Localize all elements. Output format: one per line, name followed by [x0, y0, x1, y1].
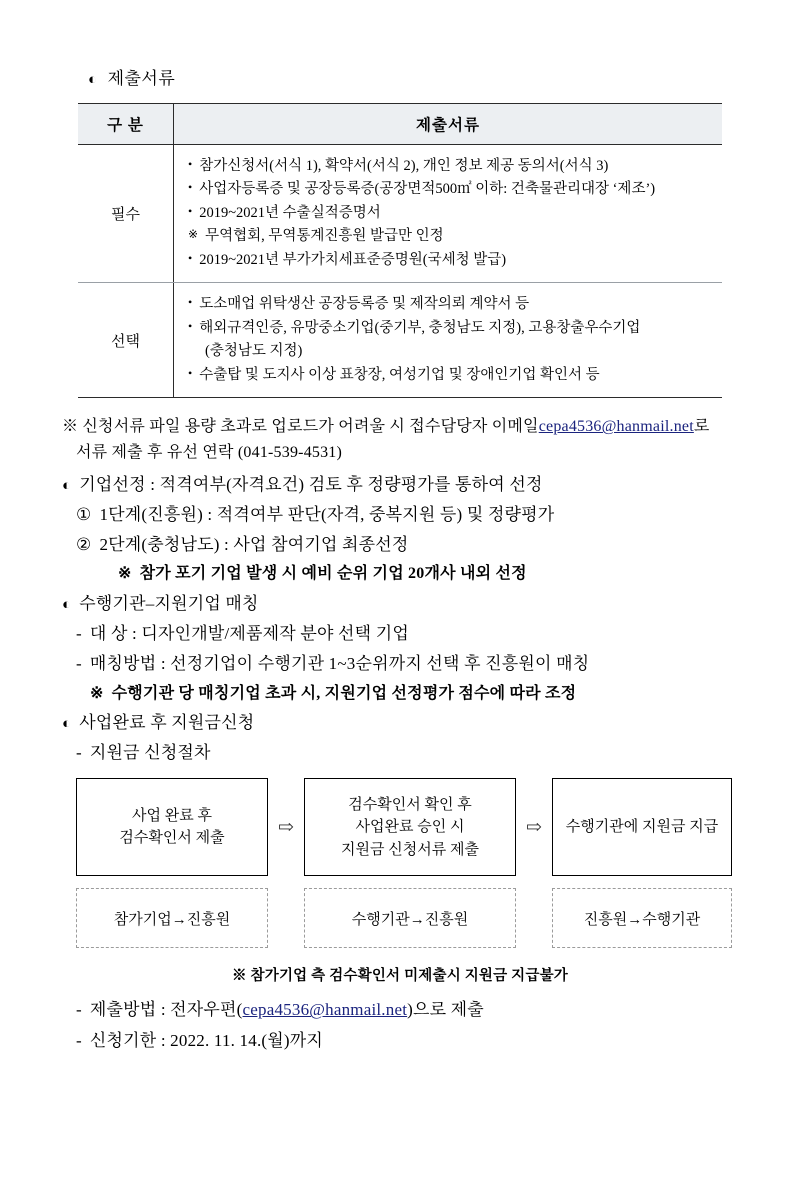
selection-step2-line: [62, 530, 764, 560]
matching-method-line: [62, 649, 764, 679]
list-item-continuation: [188, 340, 714, 363]
matching-method-text: 매칭방법 : 선정기업이 수행기관 1~3순위까지 선택 후 진흥원이 매칭: [89, 654, 590, 674]
flow-box-step2-line3: 지원금 신청서류 제출: [341, 841, 479, 858]
bullet-dot-icon: •: [188, 318, 193, 333]
flow-box-step1-line1: 사업 완료 후: [132, 807, 212, 824]
bullet-dot-icon: •: [188, 295, 193, 310]
table-cell-body-required: [174, 145, 723, 283]
circle-bullet-icon: ◐: [88, 72, 98, 88]
footer-deadline-line: [62, 1026, 764, 1056]
email-link-submit[interactable]: cepa4536@hanmail.net: [242, 1000, 408, 1020]
body-content: [0, 414, 800, 768]
matching-note-line: [62, 680, 764, 708]
step-number-2: ②: [76, 535, 92, 555]
selection-step1-line: [62, 500, 764, 530]
footer-deadline-text: 신청기한 : 2022. 11. 14.(월)까지: [89, 1030, 323, 1050]
upload-note-post: 로: [693, 418, 710, 436]
table-header-documents: 제출서류: [174, 104, 723, 145]
selection-note-text: 참가 포기 기업 발생 시 예비 순위 기업 20개사 내외 선정: [139, 565, 527, 583]
bullet-dot-icon: •: [188, 365, 193, 380]
flow-actor-step2: 수행기관→진흥원: [304, 888, 516, 948]
section-heading-documents: [88, 64, 800, 89]
list-item-text: 해외규격인증, 유망중소기업(중기부, 충청남도 지정), 고용창출우수기업: [199, 319, 641, 336]
list-item-text: 수출탑 및 도지사 이상 표창장, 여성기업 및 장애인기업 확인서 등: [199, 366, 600, 383]
selection-step1-text: 1단계(진흥원) : 적격여부 판단(자격, 중복지원 등) 및 정량평가: [99, 504, 555, 524]
list-item: [188, 317, 714, 340]
list-item: [188, 178, 714, 201]
dash-marker-icon: -: [76, 654, 82, 674]
footer-submit-post: )으로 제출: [407, 1000, 484, 1020]
list-item: [188, 225, 714, 248]
dash-marker-icon: -: [76, 1030, 82, 1050]
circle-bullet-icon: ◐: [62, 596, 72, 613]
table-header-row: [78, 104, 722, 145]
bullet-dot-icon: •: [188, 180, 193, 195]
flow-actor-step3: 진흥원→수행기관: [552, 888, 732, 948]
upload-note-line2: [62, 440, 764, 466]
flow-box-step3: [552, 778, 732, 876]
table-header-division: 구 분: [78, 104, 174, 145]
footer-submit-pre: 제출방법 : 전자우편(: [89, 1000, 243, 1020]
footer-content: [0, 995, 800, 1056]
circle-bullet-icon: ◐: [62, 477, 72, 494]
list-item-text: 2019~2021년 수출실적증명서: [199, 204, 381, 221]
matching-title-line: [62, 589, 764, 619]
selection-step2-text: 2단계(충청남도) : 사업 참여기업 최종선정: [99, 535, 409, 555]
table-cell-label-optional: 선택: [78, 283, 174, 398]
flow-box-step1: [76, 778, 268, 876]
footer-submit-line: [62, 995, 764, 1025]
document-page: [0, 64, 800, 1196]
list-item: [188, 293, 714, 316]
flow-arrow-icon-1: ⇨: [278, 816, 294, 838]
flow-actor-gap-1: [268, 888, 304, 948]
table-row-required: [78, 145, 722, 283]
selection-title-text: 기업선정 : 적격여부(자격요건) 검토 후 정량평가를 통하여 선정: [79, 474, 543, 494]
upload-note-pre: ※ 신청서류 파일 용량 초과로 업로드가 어려울 시 접수담당자 이메일: [62, 418, 539, 436]
list-item-text: 도소매업 위탁생산 공장등록증 및 제작의뢰 계약서 등: [199, 296, 530, 313]
selection-note-line: [62, 560, 764, 588]
flow-arrow-icon-2: ⇨: [526, 816, 542, 838]
completion-sub-line: [62, 738, 764, 768]
completion-sub-text: 지원금 신청절차: [89, 743, 211, 763]
list-item: [188, 249, 714, 272]
list-item-text: 사업자등록증 및 공장등록증(공장면적500㎡ 이하: 건축물관리대장 ‘제조’): [199, 181, 656, 198]
flow-box-step2: [304, 778, 516, 876]
circle-bullet-icon: ◐: [62, 715, 72, 732]
support-flow-diagram: [0, 778, 800, 876]
flow-box-step3-line1: 수행기관에 지원금 지급: [565, 819, 719, 836]
step-number-1: ①: [76, 504, 92, 524]
table-row-optional: [78, 283, 722, 398]
matching-title-text: 수행기관–지원기업 매칭: [79, 593, 259, 613]
section-heading-label: 제출서류: [107, 69, 176, 88]
flow-box-step2-line2: 사업완료 승인 시: [355, 819, 465, 836]
matching-target-line: [62, 619, 764, 649]
email-link-upload[interactable]: cepa4536@hanmail.net: [538, 418, 694, 436]
list-item-text: 참가신청서(서식 1), 확약서(서식 2), 개인 정보 제공 동의서(서식 3): [199, 158, 609, 174]
documents-table: [78, 103, 722, 398]
flow-box-step2-line1: 검수확인서 확인 후: [348, 796, 472, 813]
upload-note-line2-text: 서류 제출 후 유선 연락 (041-539-4531): [76, 443, 343, 461]
star-marker-icon: ※: [90, 684, 104, 702]
table-cell-label-required: 필수: [78, 145, 174, 283]
support-flow-actors: [0, 888, 800, 948]
dash-marker-icon: -: [76, 1000, 82, 1020]
star-marker-icon: ※: [188, 227, 199, 242]
list-item-text: 2019~2021년 부가가치세표준증명원(국세청 발급): [199, 251, 507, 268]
list-item: [188, 364, 714, 387]
list-item: [188, 155, 714, 178]
flow-actor-gap-2: [516, 888, 552, 948]
flow-footnote: ※ 참가기업 측 검수확인서 미제출시 지원금 지급불가: [232, 968, 568, 985]
star-marker-icon: ※: [118, 565, 132, 583]
flow-box-step1-line2: 검수확인서 제출: [119, 830, 225, 847]
upload-note-line1: [62, 414, 764, 440]
bullet-dot-icon: •: [188, 203, 193, 218]
dash-marker-icon: -: [76, 743, 82, 763]
matching-note-text: 수행기관 당 매칭기업 초과 시, 지원기업 선정평가 점수에 따라 조정: [111, 684, 577, 702]
selection-title-line: [62, 470, 764, 500]
flow-actor-step1: 참가기업→진흥원: [76, 888, 268, 948]
bullet-dot-icon: •: [188, 250, 193, 265]
bullet-dot-icon: •: [188, 157, 193, 171]
list-item-text: (충청남도 지정): [205, 343, 303, 360]
completion-title-text: 사업완료 후 지원금신청: [79, 712, 255, 732]
table-cell-body-optional: [174, 283, 723, 398]
matching-target-text: 대 상 : 디자인개발/제품제작 분야 선택 기업: [89, 624, 409, 644]
completion-title-line: [62, 708, 764, 738]
dash-marker-icon: -: [76, 624, 82, 644]
list-item-text: 무역협회, 무역통계진흥원 발급만 인정: [205, 228, 444, 245]
list-item: [188, 202, 714, 225]
